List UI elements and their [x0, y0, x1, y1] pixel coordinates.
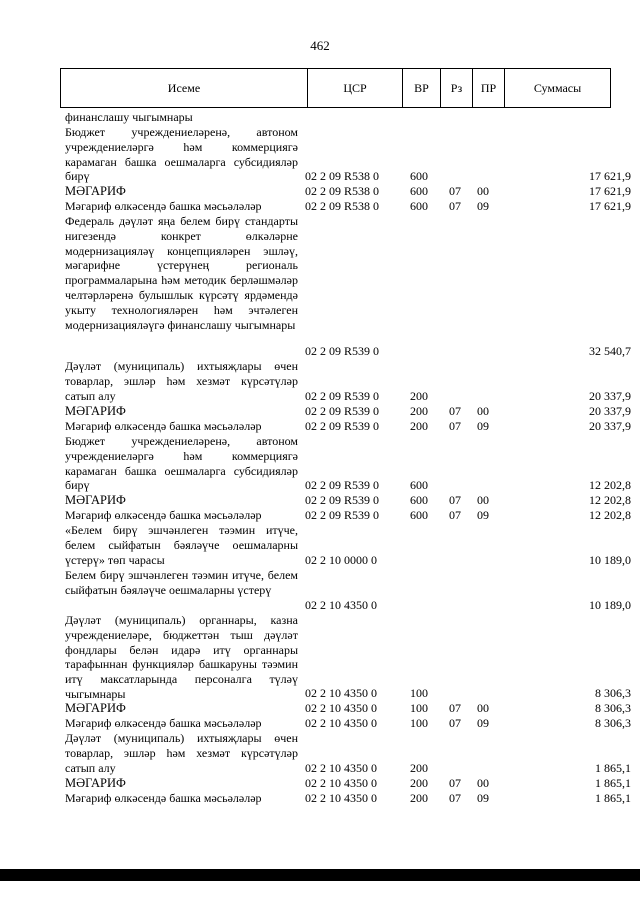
row-vr: 200 [410, 404, 428, 419]
row-name: Мәгариф өлкәсендә башка мәсьәләләр [65, 716, 262, 730]
scan-bottom-edge [0, 869, 640, 881]
page-number: 462 [310, 38, 330, 53]
row-sum: 20 337,9 [589, 389, 631, 404]
table-row [0, 613, 640, 701]
row-name: Мәгариф өлкәсендә башка мәсьәләләр [65, 199, 262, 213]
row-sum: 1 865,1 [595, 761, 631, 776]
row-pr: 00 [477, 404, 489, 419]
row-vr: 600 [410, 493, 428, 508]
row-vr: 200 [410, 419, 428, 434]
header-rz: Рз [440, 69, 472, 107]
row-sum: 20 337,9 [589, 419, 631, 434]
table-row [0, 359, 640, 404]
header-name: Исеме [167, 81, 201, 95]
row-vr: 200 [410, 776, 428, 791]
row-name: финанслашу чыгымнары [65, 110, 193, 124]
row-vr: 600 [410, 478, 428, 493]
table-row [0, 523, 640, 568]
row-csr: 02 2 10 4350 0 [305, 686, 377, 701]
row-sum: 8 306,3 [595, 716, 631, 731]
row-sum: 12 202,8 [589, 493, 631, 508]
row-pr: 00 [477, 701, 489, 716]
table-header [60, 68, 611, 108]
row-vr: 200 [410, 389, 428, 404]
table-row [0, 701, 640, 716]
row-rz: 07 [449, 184, 461, 199]
row-name: Мәгариф өлкәсендә башка мәсьәләләр [65, 791, 262, 805]
table-row [0, 184, 640, 199]
row-pr: 00 [477, 776, 489, 791]
table-row [0, 419, 640, 434]
row-rz: 07 [449, 199, 461, 214]
row-name: Мәгариф өлкәсендә башка мәсьәләләр [65, 419, 262, 433]
row-vr: 100 [410, 686, 428, 701]
row-csr: 02 2 09 R539 0 [305, 404, 380, 419]
row-vr: 600 [410, 169, 428, 184]
row-name: Мәгариф өлкәсендә башка мәсьәләләр [65, 508, 262, 522]
row-sum: 10 189,0 [589, 598, 631, 613]
row-rz: 07 [449, 419, 461, 434]
row-vr: 200 [410, 761, 428, 776]
row-csr: 02 2 09 R539 0 [305, 478, 380, 493]
row-sum: 20 337,9 [589, 404, 631, 419]
row-csr: 02 2 10 0000 0 [305, 553, 377, 568]
row-csr: 02 2 10 4350 0 [305, 598, 377, 613]
row-name: Дәүләт (муниципаль) ихтыяҗлары өчен товарлар, эшләр һәм хезмәт күрсәтүләр сатып алу [65, 731, 298, 775]
table-row [0, 110, 640, 125]
row-name: Дәүләт (муниципаль) органнары, казна учреждениеләре, бюджеттән тыш дәүләт фондлары белән идарә итү органнары тарафыннан функцияләр башкаруны тәэмин итү максатларында персоналга түләү чыгымнары [65, 613, 298, 701]
row-vr: 600 [410, 508, 428, 523]
row-name: Белем бирү эшчәнлеген тәэмин итүче, белем сыйфатын бәяләүче оешмаларны үстерү [65, 568, 298, 597]
row-csr: 02 2 10 4350 0 [305, 761, 377, 776]
row-sum: 1 865,1 [595, 791, 631, 806]
row-csr: 02 2 09 R539 0 [305, 493, 380, 508]
table-row [0, 716, 640, 731]
row-rz: 07 [449, 701, 461, 716]
row-pr: 09 [477, 419, 489, 434]
row-vr: 600 [410, 184, 428, 199]
row-name: «Белем бирү эшчәнлеген тәэмин итүче, белем сыйфатын бәяләүче оешмаларны үстерү» төп чарасы [65, 523, 298, 567]
row-csr: 02 2 10 4350 0 [305, 776, 377, 791]
row-name: Бюджет учреждениеләренә, автоном учреждениеләргә һәм коммерциягә карамаган башка оешмаларга субсидияләр бирү [65, 125, 298, 184]
row-csr: 02 2 09 R539 0 [305, 389, 380, 404]
table-row [0, 776, 640, 791]
row-csr: 02 2 09 R539 0 [305, 419, 380, 434]
row-sum: 12 202,8 [589, 508, 631, 523]
row-vr: 100 [410, 716, 428, 731]
header-csr: ЦСР [307, 69, 402, 107]
row-rz: 07 [449, 404, 461, 419]
row-name: Дәүләт (муниципаль) ихтыяҗлары өчен товарлар, эшләр һәм хезмәт күрсәтүләр сатып алу [65, 359, 298, 403]
header-vr: ВР [402, 69, 440, 107]
row-sum: 32 540,7 [589, 344, 631, 359]
row-name: МӘГАРИФ [65, 701, 126, 715]
row-name: Федераль дәүләт яңа белем бирү стандарты нигезендә конкрет өлкәләрне модернизацияләү концепцияләрен эшләү, мәгарифне үстерүнең региональ программаларына һәм методик берләшмәләр челтәрләренә булышлык күрсәтү ярдәмендә укыту технологияләрен һәм эчтәлеген модернизацияләүгә финанслашу чыгымнары [65, 214, 298, 332]
row-rz: 07 [449, 791, 461, 806]
table-row [0, 508, 640, 523]
header-pr: ПР [472, 69, 504, 107]
row-pr: 09 [477, 791, 489, 806]
row-name: МӘГАРИФ [65, 776, 126, 790]
row-name: МӘГАРИФ [65, 493, 126, 507]
table-row [0, 125, 640, 184]
row-csr: 02 2 09 R538 0 [305, 169, 380, 184]
row-sum: 10 189,0 [589, 553, 631, 568]
row-sum: 8 306,3 [595, 701, 631, 716]
row-csr: 02 2 09 R538 0 [305, 184, 380, 199]
table-row [0, 434, 640, 493]
row-rz: 07 [449, 493, 461, 508]
row-sum: 17 621,9 [589, 199, 631, 214]
table-row [0, 568, 640, 613]
row-vr: 600 [410, 199, 428, 214]
table-row [0, 199, 640, 214]
row-csr: 02 2 10 4350 0 [305, 701, 377, 716]
row-pr: 09 [477, 199, 489, 214]
row-name: Бюджет учреждениеләренә, автоном учреждениеләргә һәм коммерциягә карамаган башка оешмаларга субсидияләр бирү [65, 434, 298, 493]
row-vr: 100 [410, 701, 428, 716]
row-pr: 09 [477, 716, 489, 731]
table-row [0, 404, 640, 419]
row-name: МӘГАРИФ [65, 184, 126, 198]
row-sum: 17 621,9 [589, 169, 631, 184]
row-rz: 07 [449, 716, 461, 731]
row-csr: 02 2 10 4350 0 [305, 791, 377, 806]
row-csr: 02 2 09 R539 0 [305, 344, 380, 359]
header-sum: Суммасы [504, 69, 610, 107]
table-row [0, 214, 640, 359]
row-sum: 1 865,1 [595, 776, 631, 791]
row-vr: 200 [410, 791, 428, 806]
table-row [0, 791, 640, 806]
row-csr: 02 2 10 4350 0 [305, 716, 377, 731]
row-sum: 17 621,9 [589, 184, 631, 199]
row-sum: 12 202,8 [589, 478, 631, 493]
row-rz: 07 [449, 776, 461, 791]
row-csr: 02 2 09 R539 0 [305, 508, 380, 523]
row-csr: 02 2 09 R538 0 [305, 199, 380, 214]
table-row [0, 493, 640, 508]
row-rz: 07 [449, 508, 461, 523]
row-name: МӘГАРИФ [65, 404, 126, 418]
table-row [0, 731, 640, 776]
row-pr: 00 [477, 184, 489, 199]
row-pr: 00 [477, 493, 489, 508]
row-pr: 09 [477, 508, 489, 523]
table-body [0, 110, 640, 806]
row-sum: 8 306,3 [595, 686, 631, 701]
